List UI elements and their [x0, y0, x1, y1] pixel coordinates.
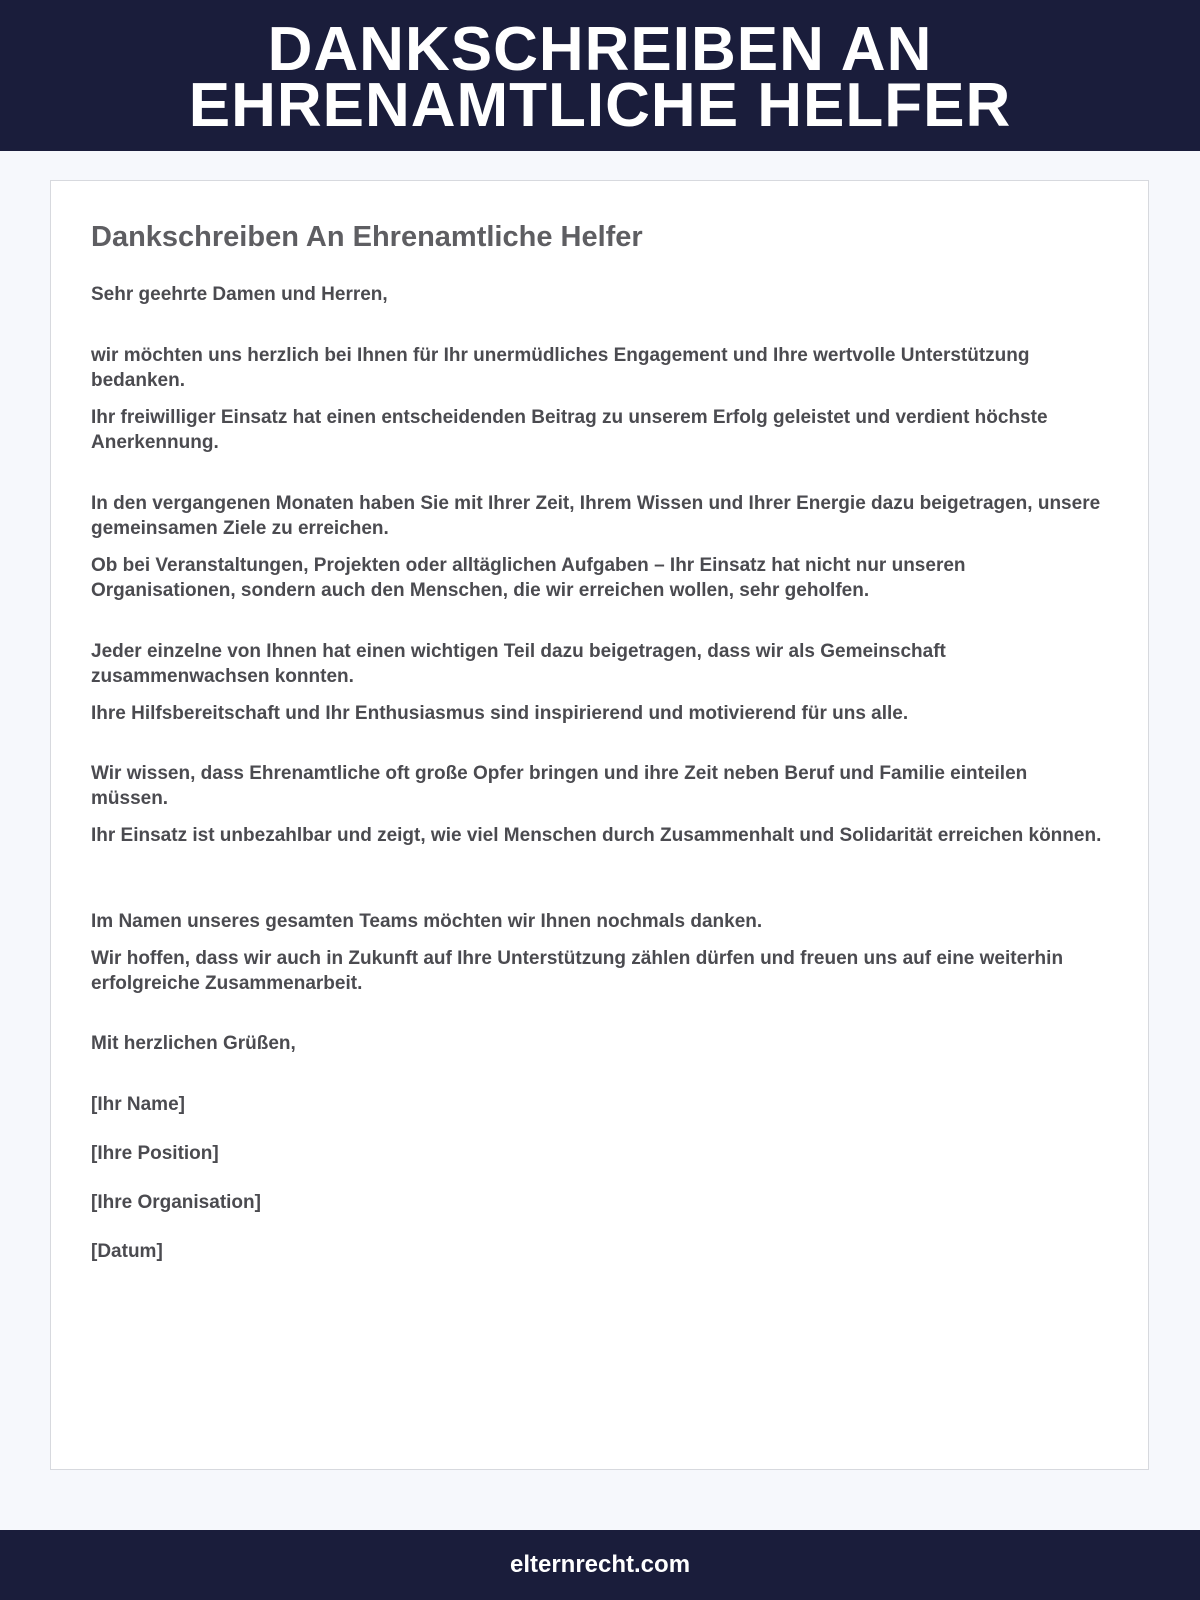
page-header: [0, 0, 1200, 151]
letter-paragraph-10: Wir hoffen, dass wir auch in Zukunft auf Ihre Unterstützung zählen dürfen und freuen uns auf eine weiterhin erfolgreiche Zusammenarbeit.: [91, 948, 1064, 994]
footer-site-name: elternrecht.com: [509, 1551, 691, 1578]
letter-paragraph-4: Ob bei Veranstaltungen, Projekten oder alltäglichen Aufgaben – Ihr Einsatz hat nicht nur unseren Organisationen, sondern auch den Menschen, die wir erreichen wollen, sehr geholfen.: [91, 555, 966, 601]
letter-paragraph-8: Ihr Einsatz ist unbezahlbar und zeigt, wie viel Menschen durch Zusammenhalt und Solidarität erreichen können.: [91, 825, 1102, 846]
signature-date: [Datum]: [91, 1241, 163, 1262]
letter-heading: Dankschreiben An Ehrenamtliche Helfer: [91, 221, 643, 253]
page-title: DANKSCHREIBEN AN EHRENAMTLICHE HELFER: [188, 14, 1012, 140]
letter-card: [50, 180, 1149, 1470]
letter-paragraph-2: Ihr freiwilliger Einsatz hat einen entscheidenden Beitrag zu unserem Erfolg geleistet und verdient höchste Anerkennung.: [91, 407, 1048, 453]
letter-closing: Mit herzlichen Grüßen,: [91, 1033, 296, 1054]
letter-paragraph-5: Jeder einzelne von Ihnen hat einen wichtigen Teil dazu beigetragen, dass wir als Gemeinschaft zusammenwachsen konnten.: [91, 641, 946, 687]
page-footer: [0, 1530, 1200, 1600]
letter-paragraph-7: Wir wissen, dass Ehrenamtliche oft große Opfer bringen und ihre Zeit neben Beruf und Familie einteilen müssen.: [91, 763, 1028, 809]
letter-paragraph-6: Ihre Hilfsbereitschaft und Ihr Enthusiasmus sind inspirierend und motivierend für uns alle.: [91, 703, 909, 724]
signature-organisation: [Ihre Organisation]: [91, 1192, 261, 1213]
letter-salutation: Sehr geehrte Damen und Herren,: [91, 284, 388, 305]
letter-paragraph-9: Im Namen unseres gesamten Teams möchten wir Ihnen nochmals danken.: [91, 911, 763, 932]
signature-name: [Ihr Name]: [91, 1094, 185, 1115]
letter-paragraph-3: In den vergangenen Monaten haben Sie mit Ihrer Zeit, Ihrem Wissen und Ihrer Energie dazu beigetragen, unsere gemeinsamen Ziele zu erreichen.: [91, 493, 1101, 539]
letter-paragraph-1: wir möchten uns herzlich bei Ihnen für Ihr unermüdliches Engagement und Ihre wertvolle Unterstützung bedanken.: [91, 345, 1030, 391]
signature-position: [Ihre Position]: [91, 1143, 219, 1164]
